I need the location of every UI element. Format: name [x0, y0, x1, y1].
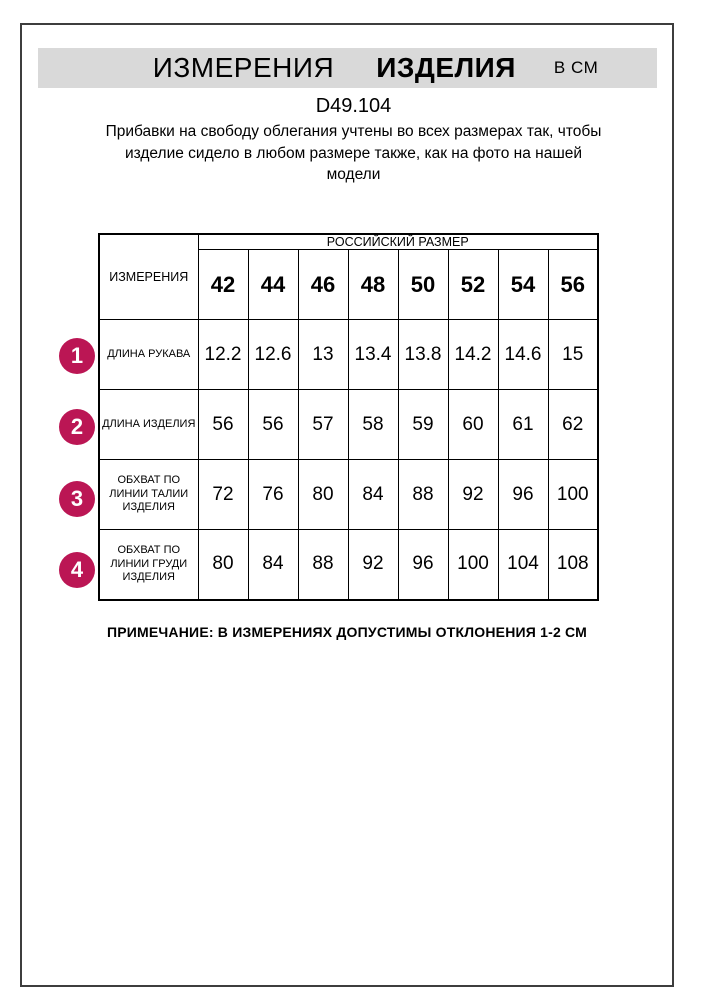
measurement-label-cell: ОБХВАТ ПО ЛИНИИ ТАЛИИ ИЗДЕЛИЯ	[99, 460, 198, 530]
value-cell: 14.2	[448, 320, 498, 390]
value-cell: 13.4	[348, 320, 398, 390]
size-header-cell: 42	[198, 250, 248, 320]
value-cell: 61	[498, 390, 548, 460]
row-number-badge-4: 4	[59, 552, 95, 588]
size-header-cell: 48	[348, 250, 398, 320]
table-row	[99, 390, 598, 460]
description-line-3: модели	[326, 166, 381, 183]
value-cell: 92	[348, 530, 398, 600]
value-cell: 80	[298, 460, 348, 530]
size-header-cell: 56	[548, 250, 598, 320]
value-cell: 13	[298, 320, 348, 390]
value-cell: 15	[548, 320, 598, 390]
value-cell: 84	[248, 530, 298, 600]
value-cell: 13.8	[398, 320, 448, 390]
value-cell: 84	[348, 460, 398, 530]
measurement-label-cell: ОБХВАТ ПО ЛИНИИ ГРУДИ ИЗДЕЛИЯ	[99, 530, 198, 600]
value-cell: 56	[248, 390, 298, 460]
value-cell: 104	[498, 530, 548, 600]
value-cell: 100	[548, 460, 598, 530]
value-cell: 58	[348, 390, 398, 460]
size-header-cell: 50	[398, 250, 448, 320]
value-cell: 72	[198, 460, 248, 530]
value-cell: 76	[248, 460, 298, 530]
size-header-cell: 52	[448, 250, 498, 320]
row-number-badge-3: 3	[59, 481, 95, 517]
table-row	[99, 320, 598, 390]
size-header-cell: 54	[498, 250, 548, 320]
measurement-label-cell: ДЛИНА РУКАВА	[99, 320, 198, 390]
description-line-1: Прибавки на свободу облегания учтены во всех размерах так, чтобы	[105, 123, 602, 140]
value-cell: 80	[198, 530, 248, 600]
value-cell: 12.2	[198, 320, 248, 390]
value-cell: 60	[448, 390, 498, 460]
row-number-badge-2: 2	[59, 409, 95, 445]
title-word-product: ИЗДЕЛИЯ	[376, 52, 516, 83]
value-cell: 56	[198, 390, 248, 460]
value-cell: 14.6	[498, 320, 548, 390]
measurements-table	[98, 233, 599, 601]
row-number-badge-1: 1	[59, 338, 95, 374]
title-word-measurements: ИЗМЕРЕНИЯ	[152, 52, 335, 83]
value-cell: 108	[548, 530, 598, 600]
value-cell: 57	[298, 390, 348, 460]
table-row	[99, 460, 598, 530]
title-unit: В СМ	[553, 58, 599, 77]
value-cell: 62	[548, 390, 598, 460]
title-band	[38, 48, 657, 88]
value-cell: 96	[498, 460, 548, 530]
value-cell: 88	[398, 460, 448, 530]
table-row	[99, 234, 598, 250]
corner-header-cell: ИЗМЕРЕНИЯ	[99, 234, 198, 320]
description-line-2: изделие сидело в любом размере также, как на фото на нашей	[124, 144, 583, 162]
table-row	[99, 530, 598, 600]
value-cell: 88	[298, 530, 348, 600]
value-cell: 100	[448, 530, 498, 600]
description-text	[92, 121, 615, 186]
value-cell: 12.6	[248, 320, 298, 390]
size-header-cell: 46	[298, 250, 348, 320]
value-cell: 59	[398, 390, 448, 460]
size-header-cell: 44	[248, 250, 298, 320]
russian-size-header-cell: РОССИЙСКИЙ РАЗМЕР	[198, 234, 598, 250]
article-number: D49.104	[315, 95, 392, 117]
measurement-label-cell: ДЛИНА ИЗДЕЛИЯ	[99, 390, 198, 460]
tolerance-note: ПРИМЕЧАНИЕ: В ИЗМЕРЕНИЯХ ДОПУСТИМЫ ОТКЛОНЕНИЯ 1-2 СМ	[106, 624, 588, 640]
value-cell: 92	[448, 460, 498, 530]
value-cell: 96	[398, 530, 448, 600]
